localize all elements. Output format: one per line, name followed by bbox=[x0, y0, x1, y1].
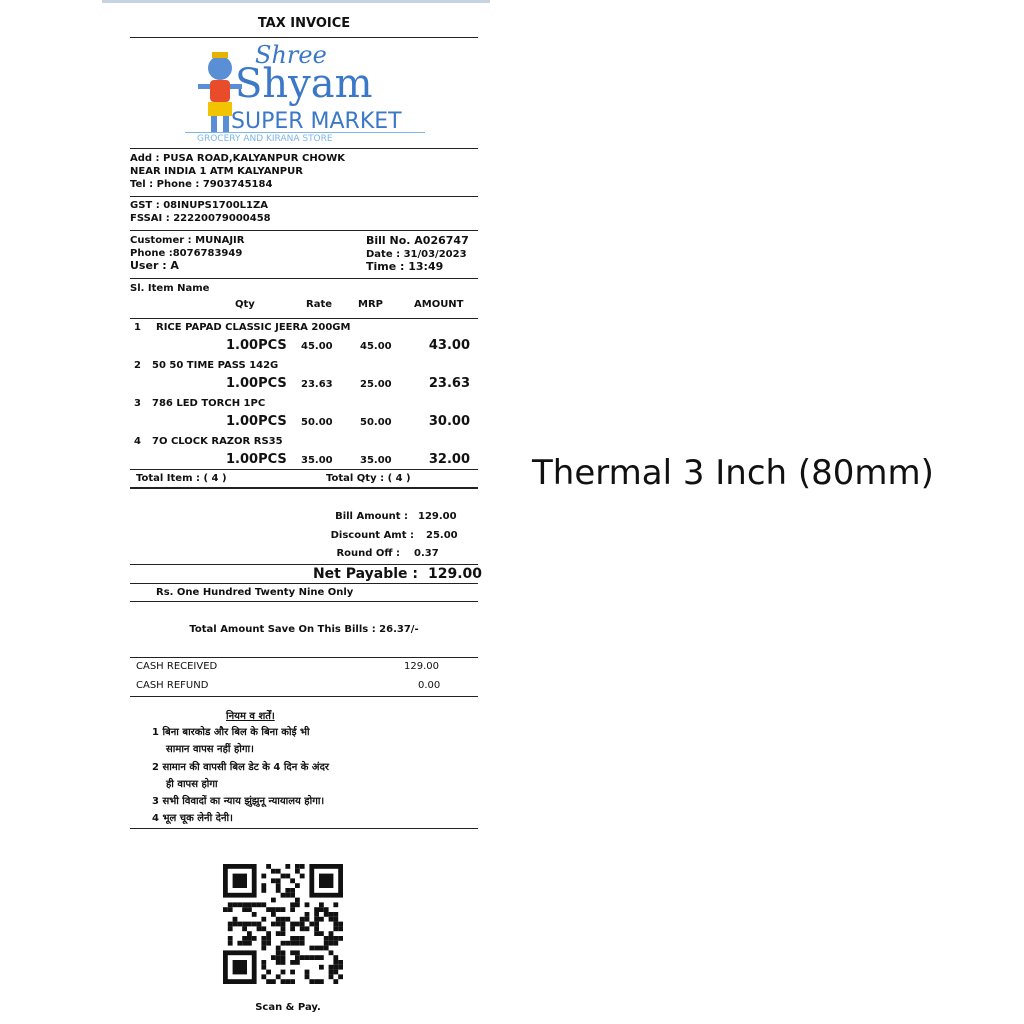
divider bbox=[130, 657, 478, 658]
total-qty: Total Qty : ( 4 ) bbox=[326, 473, 411, 484]
address-line-2: NEAR INDIA 1 ATM KALYANPUR bbox=[130, 166, 303, 177]
item-mrp: 50.00 bbox=[360, 417, 392, 428]
cash-refund-label: CASH REFUND bbox=[136, 680, 209, 691]
gst-number: GST : 08INUPS1700L1ZA bbox=[130, 200, 269, 211]
logo-rule bbox=[185, 132, 425, 133]
savings-text: Total Amount Save On This Bills : 26.37/- bbox=[189, 624, 419, 635]
terms-line: 1 बिना बारकोड और बिल के बिना कोई भी bbox=[152, 727, 310, 738]
discount-label: Discount Amt : bbox=[330, 530, 414, 541]
printer-size-label: Thermal 3 Inch (80mm) bbox=[532, 453, 934, 493]
item-rate: 23.63 bbox=[301, 379, 333, 390]
user: User : A bbox=[130, 259, 179, 272]
item-no: 1 bbox=[134, 322, 141, 333]
logo-shyam: Shyam bbox=[235, 61, 373, 107]
invoice-title: TAX INVOICE bbox=[257, 16, 351, 31]
divider bbox=[130, 278, 478, 279]
terms-line: 2 सामान की वापसी बिल डेट के 4 दिन के अंदर bbox=[152, 762, 329, 773]
logo-tagline: GROCERY AND KIRANA STORE bbox=[197, 134, 333, 144]
divider bbox=[130, 148, 478, 149]
customer-phone: Phone :8076783949 bbox=[130, 248, 243, 259]
item-name: 7O CLOCK RAZOR RS35 bbox=[152, 436, 283, 447]
fssai-number: FSSAI : 22220079000458 bbox=[130, 213, 271, 224]
item-no: 2 bbox=[134, 360, 141, 371]
receipt bbox=[130, 0, 483, 1024]
divider bbox=[130, 583, 478, 584]
item-mrp: 35.00 bbox=[360, 455, 392, 466]
net-payable-label: Net Payable : bbox=[312, 566, 418, 582]
qr-code-icon[interactable] bbox=[223, 864, 343, 984]
divider bbox=[130, 469, 478, 470]
header-rate: Rate bbox=[306, 299, 333, 310]
divider bbox=[130, 487, 478, 489]
divider bbox=[130, 196, 478, 197]
total-items: Total Item : ( 4 ) bbox=[136, 473, 227, 484]
scan-and-pay: Scan & Pay. bbox=[255, 1002, 321, 1013]
phone-line: Tel : Phone : 7903745184 bbox=[130, 179, 273, 190]
divider bbox=[130, 564, 478, 565]
divider bbox=[130, 696, 478, 697]
net-payable-value: 129.00 bbox=[428, 566, 483, 582]
terms-line: 4 भूल चूक लेनी देनी। bbox=[152, 813, 233, 824]
bill-time: Time : 13:49 bbox=[366, 260, 444, 273]
divider bbox=[130, 828, 478, 829]
item-name: 786 LED TORCH 1PC bbox=[152, 398, 266, 409]
round-off-label: Round Off : bbox=[336, 548, 400, 559]
bill-amount-label: Bill Amount : bbox=[335, 511, 408, 522]
item-rate: 45.00 bbox=[301, 341, 333, 352]
item-qty: 1.00PCS bbox=[226, 338, 287, 353]
divider bbox=[130, 37, 478, 38]
item-amount: 23.63 bbox=[428, 376, 470, 391]
bill-number: Bill No. A026747 bbox=[366, 234, 469, 247]
cash-received-label: CASH RECEIVED bbox=[136, 661, 218, 672]
item-amount: 30.00 bbox=[428, 414, 470, 429]
logo-shree: Shree bbox=[255, 41, 327, 69]
item-name: RICE PAPAD CLASSIC JEERA 200GM bbox=[156, 322, 351, 333]
divider bbox=[130, 230, 478, 231]
header-amount: AMOUNT bbox=[414, 299, 464, 310]
terms-title: नियम व शर्तें। bbox=[226, 711, 275, 722]
item-qty: 1.00PCS bbox=[226, 376, 287, 391]
header-qty: Qty bbox=[235, 299, 255, 310]
round-off-value: 0.37 bbox=[414, 548, 439, 559]
bill-amount-value: 129.00 bbox=[418, 511, 457, 522]
terms-line: सामान वापस नहीं होगा। bbox=[166, 744, 254, 755]
divider bbox=[130, 601, 478, 602]
item-no: 3 bbox=[134, 398, 141, 409]
divider bbox=[130, 318, 478, 319]
item-no: 4 bbox=[134, 436, 141, 447]
bill-date: Date : 31/03/2023 bbox=[366, 249, 467, 260]
item-mrp: 25.00 bbox=[360, 379, 392, 390]
item-qty: 1.00PCS bbox=[226, 414, 287, 429]
item-mrp: 45.00 bbox=[360, 341, 392, 352]
item-amount: 43.00 bbox=[428, 338, 470, 353]
header-mrp: MRP bbox=[358, 299, 383, 310]
item-rate: 35.00 bbox=[301, 455, 333, 466]
logo-super-market: SUPER MARKET bbox=[231, 109, 402, 134]
discount-value: 25.00 bbox=[426, 530, 458, 541]
item-amount: 32.00 bbox=[428, 452, 470, 467]
store-logo bbox=[185, 42, 435, 146]
item-qty: 1.00PCS bbox=[226, 452, 287, 467]
amount-in-words: Rs. One Hundred Twenty Nine Only bbox=[156, 587, 354, 598]
cash-refund-value: 0.00 bbox=[418, 680, 441, 691]
terms-line: 3 सभी विवादों का न्याय झुंझुनू न्यायालय होगा। bbox=[152, 796, 325, 807]
terms-line: ही वापस होगा bbox=[166, 779, 218, 790]
customer-name: Customer : MUNAJIR bbox=[130, 235, 245, 246]
address-line-1: Add : PUSA ROAD,KALYANPUR CHOWK bbox=[130, 153, 345, 164]
header-sl-item: Sl. Item Name bbox=[130, 283, 210, 294]
item-rate: 50.00 bbox=[301, 417, 333, 428]
item-name: 50 50 TIME PASS 142G bbox=[152, 360, 279, 371]
cash-received-value: 129.00 bbox=[404, 661, 439, 672]
